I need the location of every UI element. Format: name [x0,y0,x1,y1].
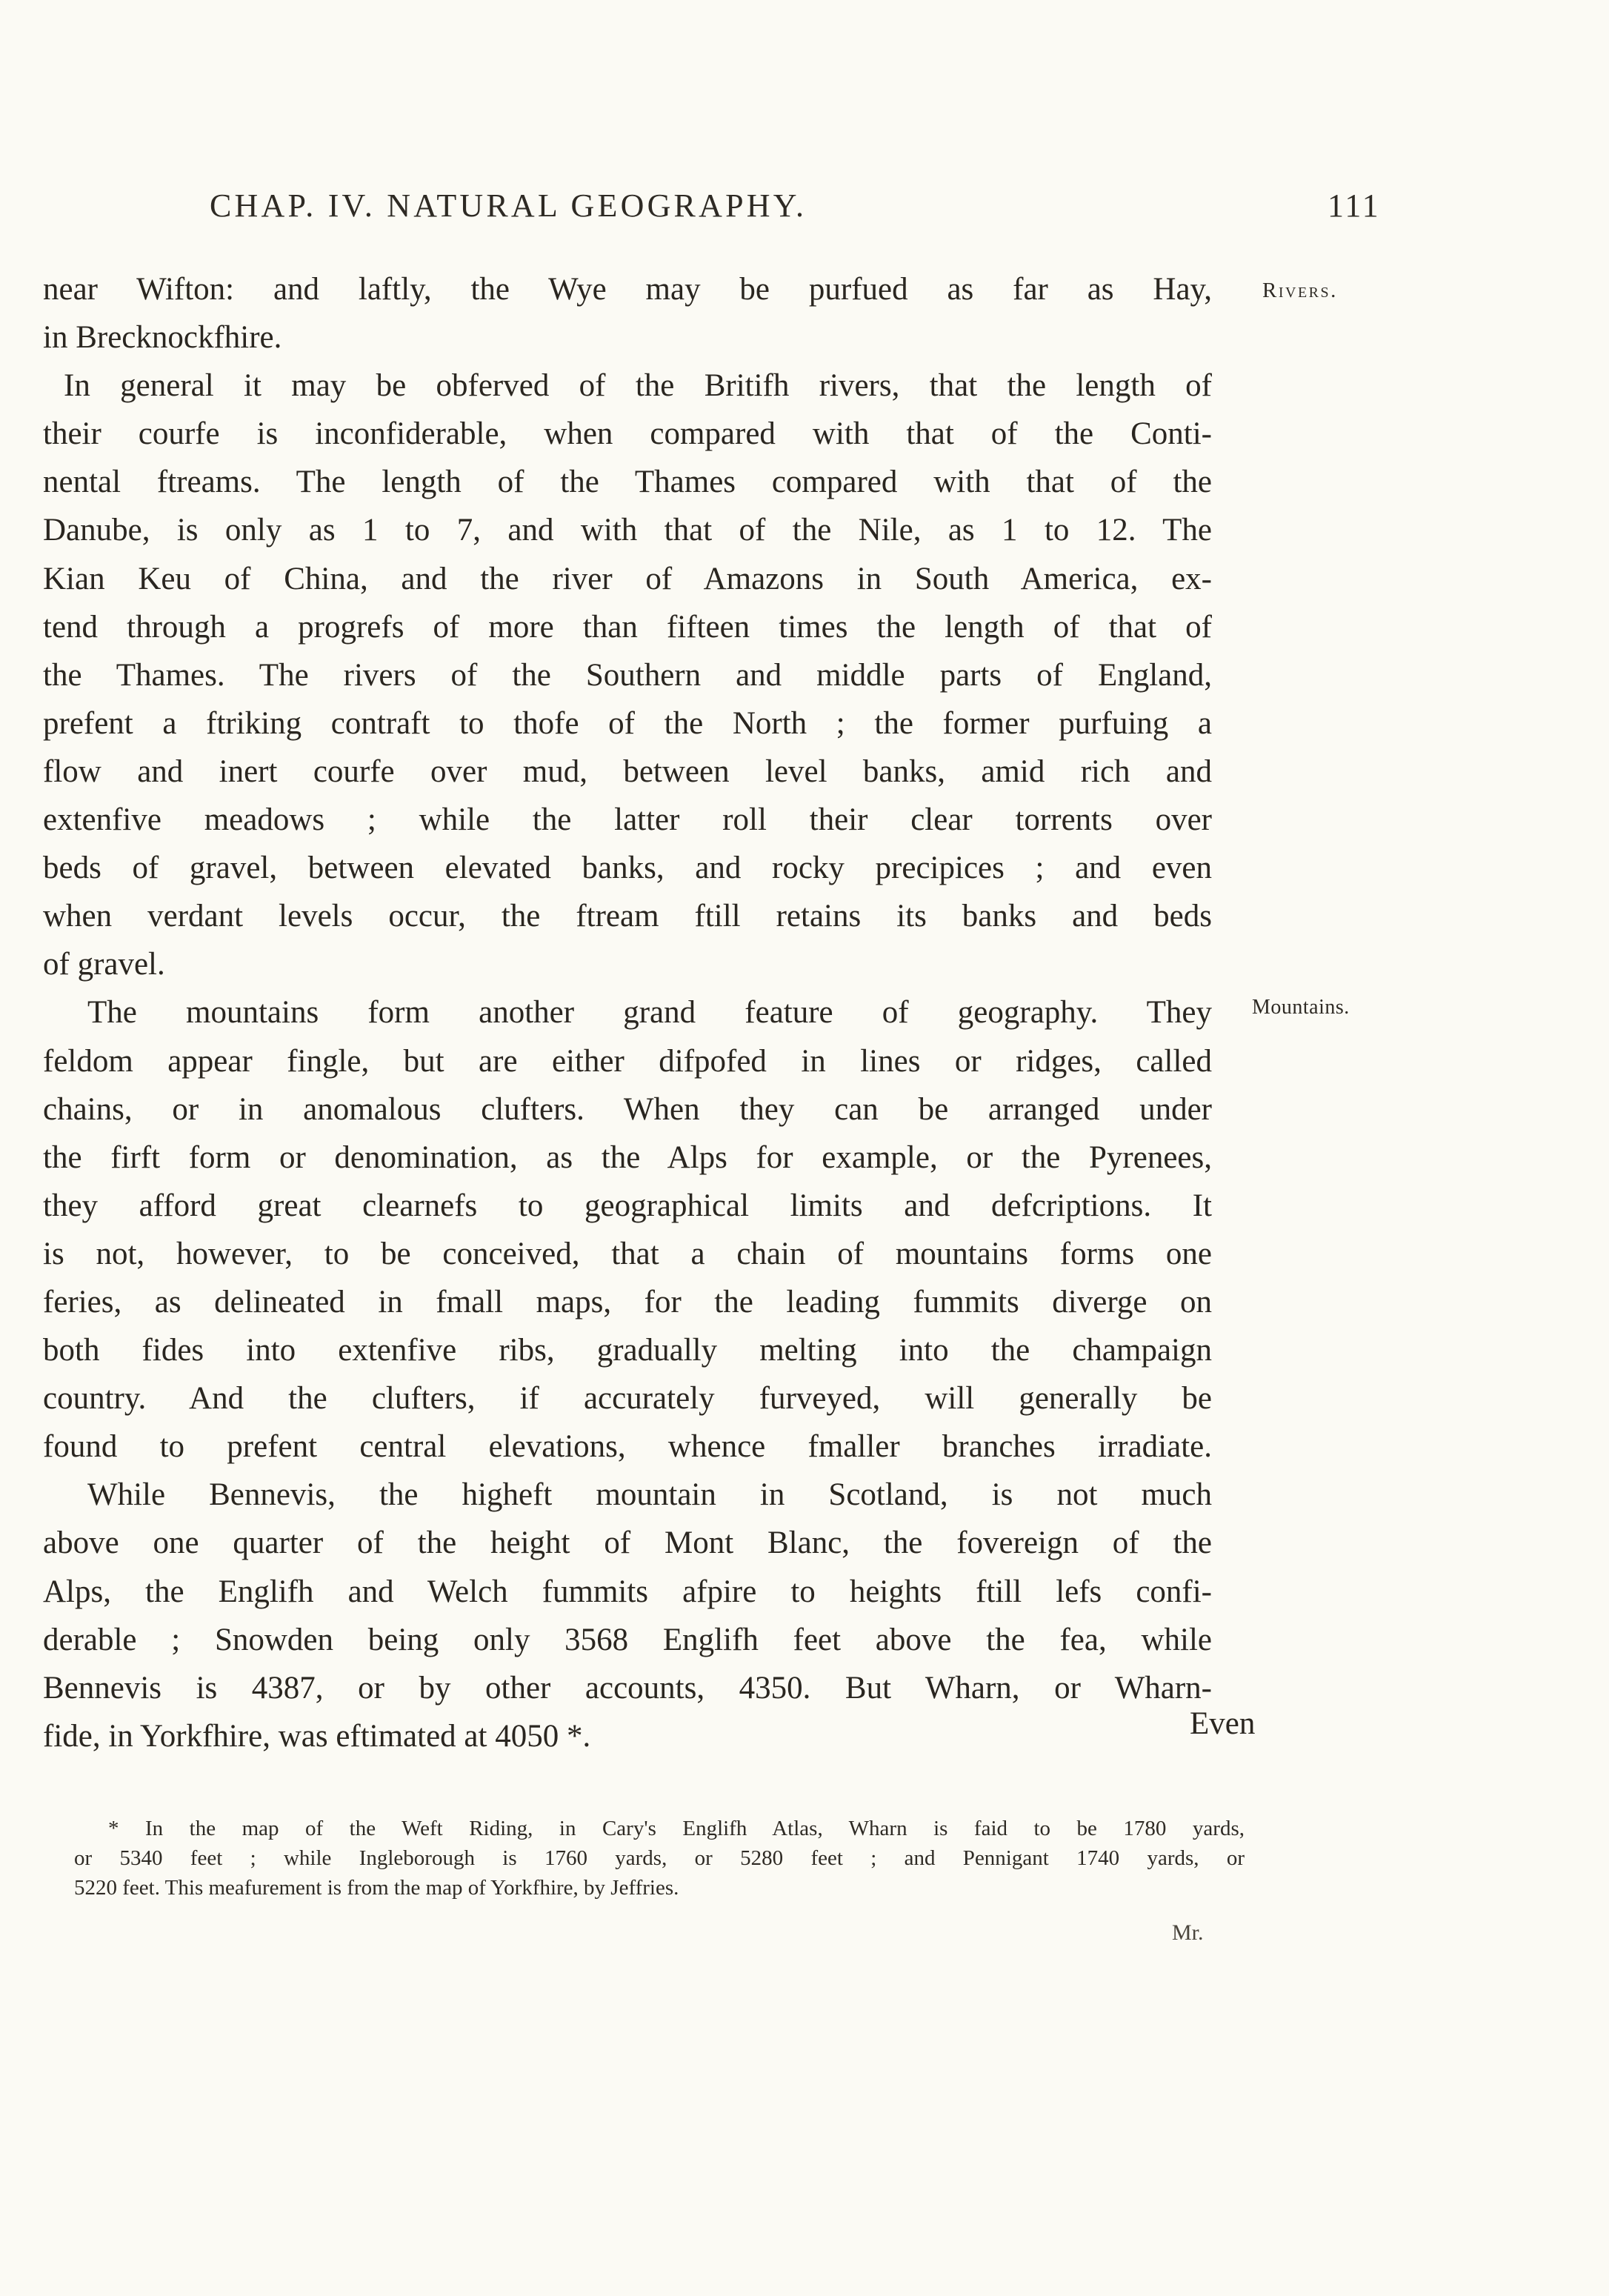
text-line: above one quarter of the height of Mont Blanc, the fovereign of the [43,1525,1212,1561]
footnote-line: 5220 feet. This meafurement is from the map of Yorkfhire, by Jeffries. [74,1876,679,1900]
footnote-catchword: Mr. [1172,1920,1204,1945]
text-line: the firft form or denomination, as the Alps for example, or the Pyrenees, [43,1139,1212,1175]
text-line: Bennevis is 4387, or by other accounts, 4350. But Wharn, or Wharn- [43,1670,1212,1706]
catchword: Even [1190,1706,1256,1741]
text-line: fide, in Yorkfhire, was eftimated at 4050 *. [43,1718,591,1754]
page-number: 111 [1327,187,1381,224]
text-line: their courfe is inconfiderable, when compared with that of the Conti- [43,416,1212,452]
text-line: While Bennevis, the higheft mountain in Scotland, is not much [87,1477,1212,1513]
text-line: of gravel. [43,947,165,982]
text-line: beds of gravel, between elevated banks, and rocky precipices ; and even [43,851,1212,886]
body-text [43,265,1212,1760]
text-line: both fides into extenfive ribs, gradually melting into the champaign [43,1333,1212,1368]
text-line: in Brecknockfhire. [43,320,282,356]
footnote-line: or 5340 feet ; while Ingleborough is 1760 yards, or 5280 feet ; and Pennigant 1740 yards, or [74,1846,1245,1870]
text-line: feries, as delineated in fmall maps, for the leading fummits diverge on [43,1284,1212,1320]
running-head [0,187,1609,231]
running-title: CHAP. IV. NATURAL GEOGRAPHY. [210,187,807,224]
footnote [74,1814,1245,1903]
text-line: they afford great clearnefs to geographical limits and defcriptions. It [43,1188,1212,1223]
text-line: nental ftreams. The length of the Thames compared with that of the [43,465,1212,500]
margin-note-rivers: Rivers. [1262,279,1338,302]
text-line: prefent a ftriking contraft to thofe of the North ; the former purfuing a [43,705,1212,741]
text-line: flow and inert courfe over mud, between level banks, amid rich and [43,753,1212,789]
text-line: the Thames. The rivers of the Southern and middle parts of England, [43,657,1212,693]
footnote-line: * In the map of the Weft Riding, in Cary's Englifh Atlas, Wharn is faid to be 1780 yards, [108,1817,1245,1840]
text-line: Danube, is only as 1 to 7, and with that of the Nile, as 1 to 12. The [43,513,1212,548]
text-line: Kian Keu of China, and the river of Amazons in South America, ex- [43,561,1212,596]
text-line: when verdant levels occur, the ftream ftill retains its banks and beds [43,899,1212,934]
text-line: tend through a progrefs of more than fifteen times the length of that of [43,609,1212,645]
margin-note-mountains: Mountains. [1252,996,1350,1019]
text-line: extenfive meadows ; while the latter roll their clear torrents over [43,802,1212,838]
text-line: is not, however, to be conceived, that a chain of mountains forms one [43,1236,1212,1271]
text-line: near Wifton: and laftly, the Wye may be purfued as far as Hay, [43,272,1212,307]
text-line: In general it may be obferved of the Britifh rivers, that the length of [64,368,1212,404]
text-line: found to prefent central elevations, whence fmaller branches irradiate. [43,1429,1212,1465]
text-line: country. And the clufters, if accurately furveyed, will generally be [43,1381,1212,1417]
text-line: feldom appear fingle, but are either difpofed in lines or ridges, called [43,1043,1212,1079]
text-line: The mountains form another grand feature of geography. They [87,995,1212,1031]
text-line: Alps, the Englifh and Welch fummits afpire to heights ftill lefs confi- [43,1574,1212,1609]
text-line: derable ; Snowden being only 3568 Englifh feet above the fea, while [43,1622,1212,1657]
text-line: chains, or in anomalous clufters. When they can be arranged under [43,1091,1212,1127]
